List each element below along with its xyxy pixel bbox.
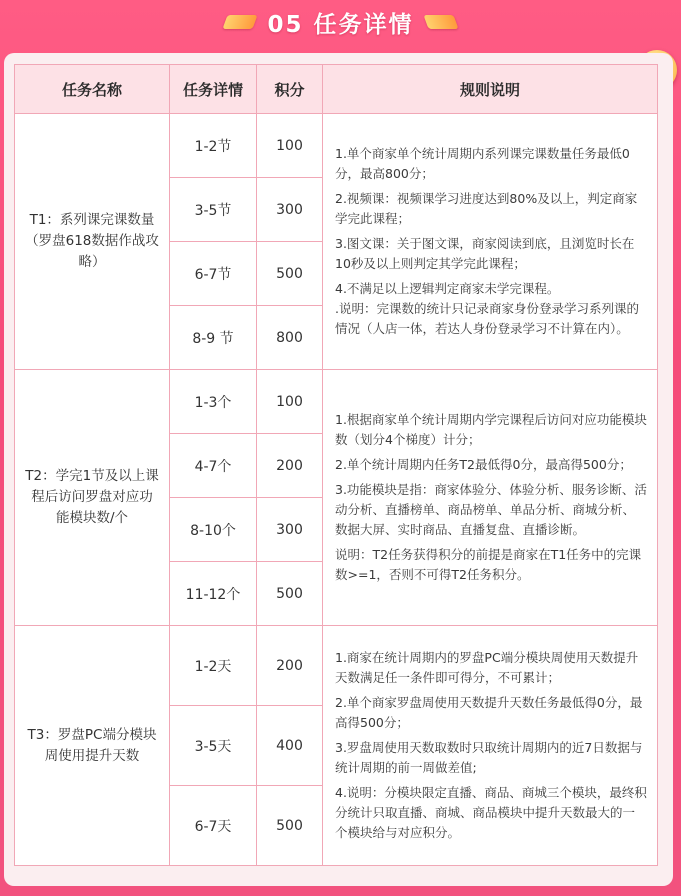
page-title: 05 任务详情 (267, 11, 414, 38)
rules-t1 (323, 114, 658, 370)
task-score: 300 (257, 498, 323, 562)
task-detail: 11-12个 (170, 562, 257, 626)
task-score: 800 (257, 306, 323, 370)
task-score: 300 (257, 178, 323, 242)
rule-item: 1.商家在统计周期内的罗盘PC端分模块周使用天数提升天数满足任一条件即可得分，不可累计； (335, 650, 639, 685)
task-name-t3: T3：罗盘PC端分模块周使用提升天数 (15, 626, 170, 866)
section-header (0, 0, 681, 44)
task-score: 100 (257, 114, 323, 178)
col-header-score: 积分 (257, 65, 323, 114)
task-score: 500 (257, 242, 323, 306)
col-header-task-detail: 任务详情 (170, 65, 257, 114)
task-detail: 6-7节 (170, 242, 257, 306)
ribbon-right-icon (423, 15, 458, 29)
rule-item: 3.图文课：关于图文课，商家阅读到底，且浏览时长在10秒及以上则判定其学完此课程； (335, 236, 635, 271)
rule-item: 3.罗盘周使用天数取数时只取统计周期内的近7日数据与统计周期的前一周做差值; (335, 740, 643, 775)
task-detail: 1-2节 (170, 114, 257, 178)
task-name-t2: T2：学完1节及以上课程后访问罗盘对应功能模块数/个 (15, 370, 170, 626)
table-row (15, 626, 658, 706)
task-detail: 8-10个 (170, 498, 257, 562)
rule-item: 4.说明：分模块限定直播、商品、商城三个模块，最终积分统计只取直播、商城、商品模块中提升天数最大的一个模块给与对应积分。 (335, 785, 647, 840)
task-detail: 1-3个 (170, 370, 257, 434)
ribbon-left-icon (223, 15, 258, 29)
task-score: 500 (257, 562, 323, 626)
table-row (15, 370, 658, 434)
rule-item: 4.不满足以上逻辑判定商家未学完课程。 .说明：完课数的统计只记录商家身份登录学习系列课的情况（人店一体，若达人身份登录学习不计算在内）。 (335, 281, 639, 336)
task-table (14, 64, 658, 866)
rules-t3 (323, 626, 658, 866)
task-score: 500 (257, 786, 323, 866)
task-detail: 4-7个 (170, 434, 257, 498)
task-score: 200 (257, 626, 323, 706)
rule-item: 2.单个商家罗盘周使用天数提升天数任务最低得0分，最高得500分； (335, 695, 643, 730)
task-score: 400 (257, 706, 323, 786)
task-name-t1: T1：系列课完课数量（罗盘618数据作战攻略） (15, 114, 170, 370)
rules-t2 (323, 370, 658, 626)
rule-item: 1.单个商家单个统计周期内系列课完课数量任务最低0分，最高800分； (335, 146, 630, 181)
task-detail: 8-9 节 (170, 306, 257, 370)
table-row (15, 114, 658, 178)
rule-item: 3.功能模块是指：商家体验分、体验分析、服务诊断、活动分析、直播榜单、商品榜单、单品分析、商城分析、数据大屏、实时商品、直播复盘、直播诊断。 (335, 482, 647, 537)
col-header-rules: 规则说明 (323, 65, 658, 114)
task-score: 100 (257, 370, 323, 434)
task-score: 200 (257, 434, 323, 498)
task-detail: 3-5天 (170, 706, 257, 786)
col-header-task-name: 任务名称 (15, 65, 170, 114)
rule-item: 2.视频课：视频课学习进度达到80%及以上，判定商家学完此课程； (335, 191, 638, 226)
rule-item: 2.单个统计周期内任务T2最低得0分，最高得500分； (335, 457, 632, 472)
task-detail: 6-7天 (170, 786, 257, 866)
rule-item: 说明：T2任务获得积分的前提是商家在T1任务中的完课数>=1，否则不可得T2任务积分。 (335, 547, 642, 582)
task-detail: 1-2天 (170, 626, 257, 706)
table-header-row (15, 65, 658, 114)
rule-item: 1.根据商家单个统计周期内学完课程后访问对应功能模块数（划分4个梯度）计分； (335, 412, 647, 447)
task-detail: 3-5节 (170, 178, 257, 242)
